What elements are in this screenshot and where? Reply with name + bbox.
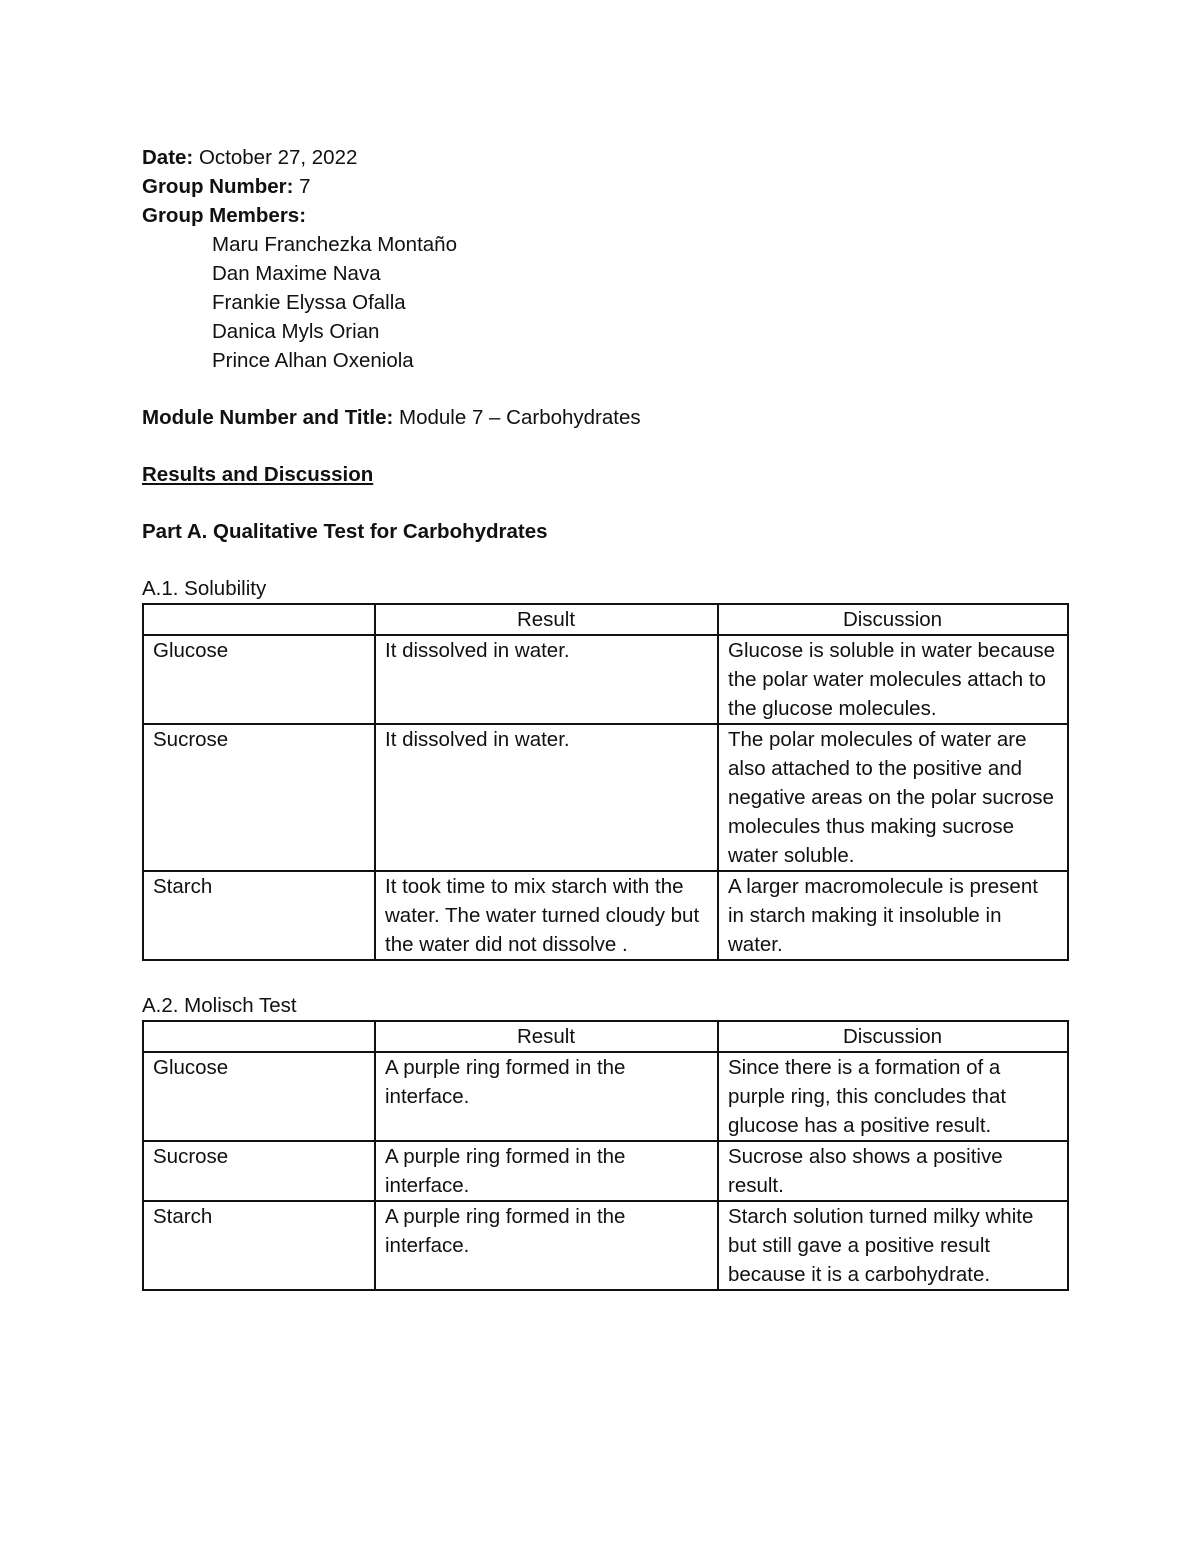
table-row — [143, 1052, 1068, 1141]
table2-caption: A.2. Molisch Test — [142, 994, 297, 1017]
discussion-cell: Starch solution turned milky white but still gave a positive result because it is a carbohydrate. — [718, 1201, 1068, 1290]
part-title: Part A. Qualitative Test for Carbohydrates — [142, 520, 548, 543]
sample-cell: Starch — [143, 871, 375, 960]
document-page — [142, 143, 1068, 1291]
sample-cell: Glucose — [143, 1052, 375, 1141]
table-row — [143, 1201, 1068, 1290]
date-line — [142, 143, 1068, 172]
table-header-row — [143, 604, 1068, 635]
discussion-cell: The polar molecules of water are also attached to the positive and negative areas on the polar sucrose molecules thus making sucrose water soluble. — [718, 724, 1068, 871]
group-number-value: 7 — [299, 175, 311, 198]
header-cell-discussion: Discussion — [718, 1021, 1068, 1052]
header-cell-result: Result — [375, 1021, 718, 1052]
header-cell-empty — [143, 1021, 375, 1052]
spacer — [142, 489, 1068, 517]
table-header-row — [143, 1021, 1068, 1052]
molisch-test-table — [142, 1020, 1069, 1291]
sample-cell: Glucose — [143, 635, 375, 724]
spacer — [142, 546, 1068, 574]
sample-cell: Sucrose — [143, 724, 375, 871]
result-cell: A purple ring formed in the interface. — [375, 1141, 718, 1201]
solubility-table — [142, 603, 1069, 961]
spacer — [142, 375, 1068, 403]
group-number-label: Group Number: — [142, 175, 294, 198]
table-row — [143, 1141, 1068, 1201]
date-value: October 27, 2022 — [198, 146, 358, 169]
sample-cell: Starch — [143, 1201, 375, 1290]
discussion-cell: A larger macromolecule is present in starch making it insoluble in water. — [718, 871, 1068, 960]
date-label: Date: — [142, 146, 194, 169]
member-name: Dan Maxime Nava — [212, 262, 381, 285]
discussion-cell: Sucrose also shows a positive result. — [718, 1141, 1068, 1201]
result-cell: A purple ring formed in the interface. — [375, 1052, 718, 1141]
member-name: Maru Franchezka Montaño — [212, 233, 457, 256]
member-name: Prince Alhan Oxeniola — [212, 349, 414, 372]
result-cell: A purple ring formed in the interface. — [375, 1201, 718, 1290]
header-cell-result: Result — [375, 604, 718, 635]
result-cell: It dissolved in water. — [375, 635, 718, 724]
header-cell-discussion: Discussion — [718, 604, 1068, 635]
module-value: Module 7 – Carbohydrates — [399, 406, 641, 429]
module-label: Module Number and Title: — [142, 406, 394, 429]
table-row — [143, 635, 1068, 724]
table1-caption: A.1. Solubility — [142, 577, 267, 600]
discussion-cell: Glucose is soluble in water because the polar water molecules attach to the glucose molecules. — [718, 635, 1068, 724]
result-cell: It took time to mix starch with the water. The water turned cloudy but the water did not dissolve . — [375, 871, 718, 960]
spacer — [142, 432, 1068, 460]
group-number-line — [142, 172, 1068, 201]
module-line — [142, 403, 1068, 432]
sample-cell: Sucrose — [143, 1141, 375, 1201]
header-cell-empty — [143, 604, 375, 635]
spacer — [142, 961, 1068, 991]
table-row — [143, 871, 1068, 960]
table-row — [143, 724, 1068, 871]
group-members-label: Group Members: — [142, 204, 307, 227]
result-cell: It dissolved in water. — [375, 724, 718, 871]
member-name: Danica Myls Orian — [212, 320, 380, 343]
section-title: Results and Discussion — [142, 463, 374, 486]
discussion-cell: Since there is a formation of a purple ring, this concludes that glucose has a positive result. — [718, 1052, 1068, 1141]
member-name: Frankie Elyssa Ofalla — [212, 291, 406, 314]
